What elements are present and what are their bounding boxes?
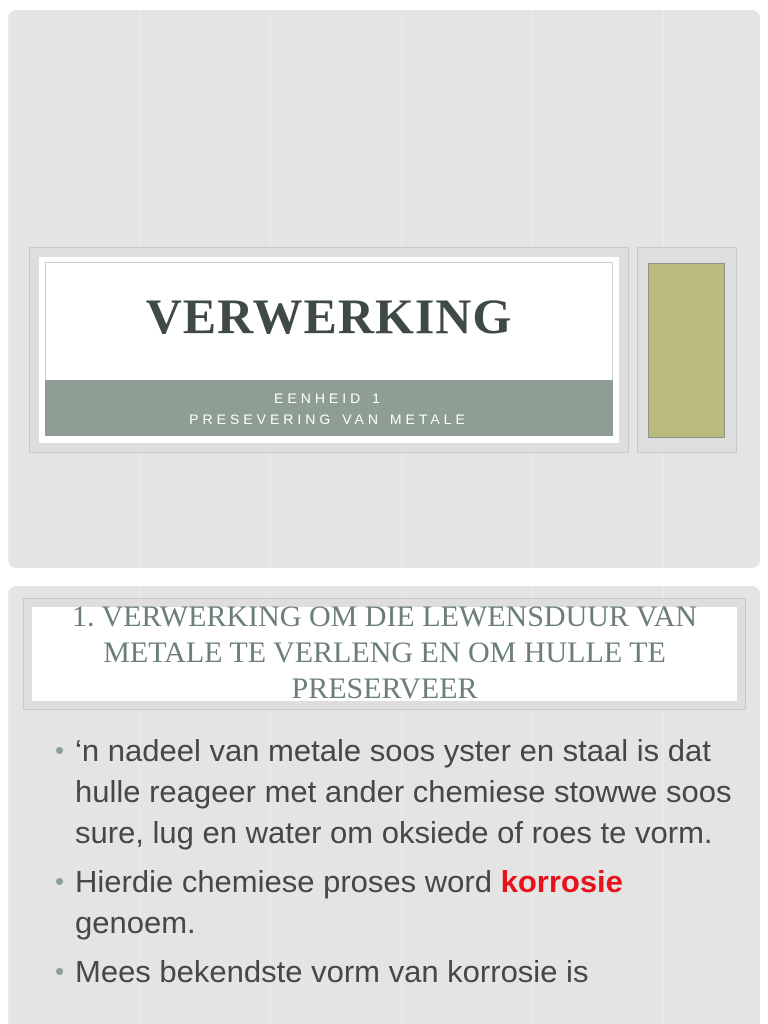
accent-block xyxy=(648,263,725,438)
bullet-list xyxy=(55,730,735,1000)
bullet-text: Mees bekendste vorm van korrosie is xyxy=(75,954,589,989)
highlight-term: korrosie xyxy=(500,864,623,899)
bullet-icon: • xyxy=(55,866,65,896)
bullet-item xyxy=(55,730,735,853)
title-panel xyxy=(39,257,619,443)
subtitle-unit: EENHEID 1 xyxy=(274,389,384,406)
bullet-icon: • xyxy=(55,956,65,986)
subtitle-band xyxy=(45,380,613,436)
bullet-item xyxy=(55,951,735,992)
bullet-icon: • xyxy=(55,735,65,765)
content-slide xyxy=(8,586,760,1024)
slide-title: VERWERKING xyxy=(145,287,513,344)
bullet-text-before: Hierdie chemiese proses word xyxy=(75,864,501,899)
accent-frame xyxy=(637,247,737,453)
subtitle-topic: PRESEVERING VAN METALE xyxy=(189,410,469,427)
title-slide xyxy=(8,10,760,568)
bullet-text-after: genoem. xyxy=(75,905,196,940)
title-frame xyxy=(29,247,629,453)
heading-panel xyxy=(32,600,737,705)
bullet-item xyxy=(55,861,735,943)
title-area xyxy=(45,262,613,380)
heading-frame xyxy=(23,598,746,710)
slide-heading: 1. VERWERKING OM DIE LEWENSDUUR VAN METALE TE VERLENG EN OM HULLE TE PRESERVEER xyxy=(72,600,697,705)
bullet-text: ‘n nadeel van metale soos yster en staal is dat hulle reageer met ander chemiese stowwe soos sure, lug en water om oksiede of roes te vorm. xyxy=(75,733,732,850)
